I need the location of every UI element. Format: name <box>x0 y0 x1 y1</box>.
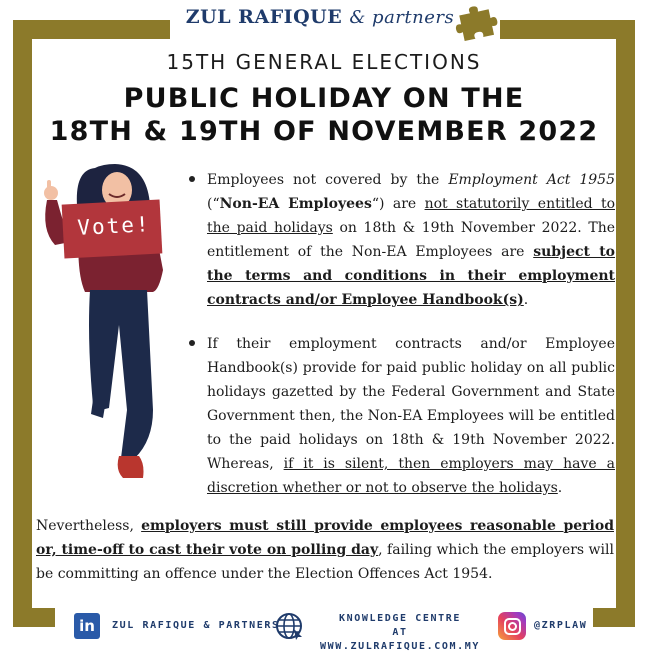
linkedin-icon[interactable]: in <box>74 613 100 639</box>
voter-illustration <box>35 160 195 490</box>
linkedin-label[interactable]: ZUL RAFIQUE & PARTNERS <box>112 620 280 631</box>
instagram-handle[interactable]: @ZRPLAW <box>534 620 588 631</box>
frame-bottom-right <box>593 608 635 627</box>
brand-logo-text <box>180 6 460 28</box>
instagram-icon[interactable] <box>498 612 526 640</box>
frame-top-right <box>500 20 635 39</box>
list-item: Employees not covered by the Employment Act 1955 (“Non-EA Employees“) are not statutorily entitled to the paid holidays on 18th & 19th November 2022. The entitlement of the Non-EA Employees are subject to the terms and conditions in their employment contracts and/or Employee Handbook(s). <box>185 168 615 312</box>
title-line-2: 18TH & 19TH OF NOVEMBER 2022 <box>49 116 599 147</box>
vote-sign-text: Vote! <box>76 212 152 240</box>
page-title <box>0 82 648 148</box>
knowledge-line-2: AT WWW.ZULRAFIQUE.COM.MY <box>319 627 481 652</box>
bullet-dot-icon <box>189 176 195 182</box>
globe-icon[interactable] <box>274 611 304 641</box>
subtitle: 15TH GENERAL ELECTIONS <box>166 50 482 74</box>
title-line-1: PUBLIC HOLIDAY ON THE <box>123 83 525 114</box>
bullet-list <box>185 168 615 500</box>
frame-bottom-left <box>13 608 55 627</box>
knowledge-line-1: KNOWLEDGE CENTRE <box>339 613 461 624</box>
bullet-dot-icon <box>189 340 195 346</box>
frame-top-left <box>13 20 170 39</box>
puzzle-icon <box>455 2 499 42</box>
brand-name: ZUL RAFIQUE <box>185 6 343 28</box>
brand-suffix: & partners <box>349 7 455 28</box>
closing-paragraph: Nevertheless, employers must still provide employees reasonable period or, time-off to cast their vote on polling day, failing which the employers will be committing an offence under the Election Offences Act 1954. <box>36 518 614 582</box>
list-item: If their employment contracts and/or Employee Handbook(s) provide for paid public holiday on all public holidays gazetted by the Federal Government and State Government then, the Non-EA Employees will be entitled to the paid holidays on 18th & 19th November 2022. Whereas, if it is silent, then employers may have a discretion whether or not to observe the holidays. <box>185 332 615 500</box>
